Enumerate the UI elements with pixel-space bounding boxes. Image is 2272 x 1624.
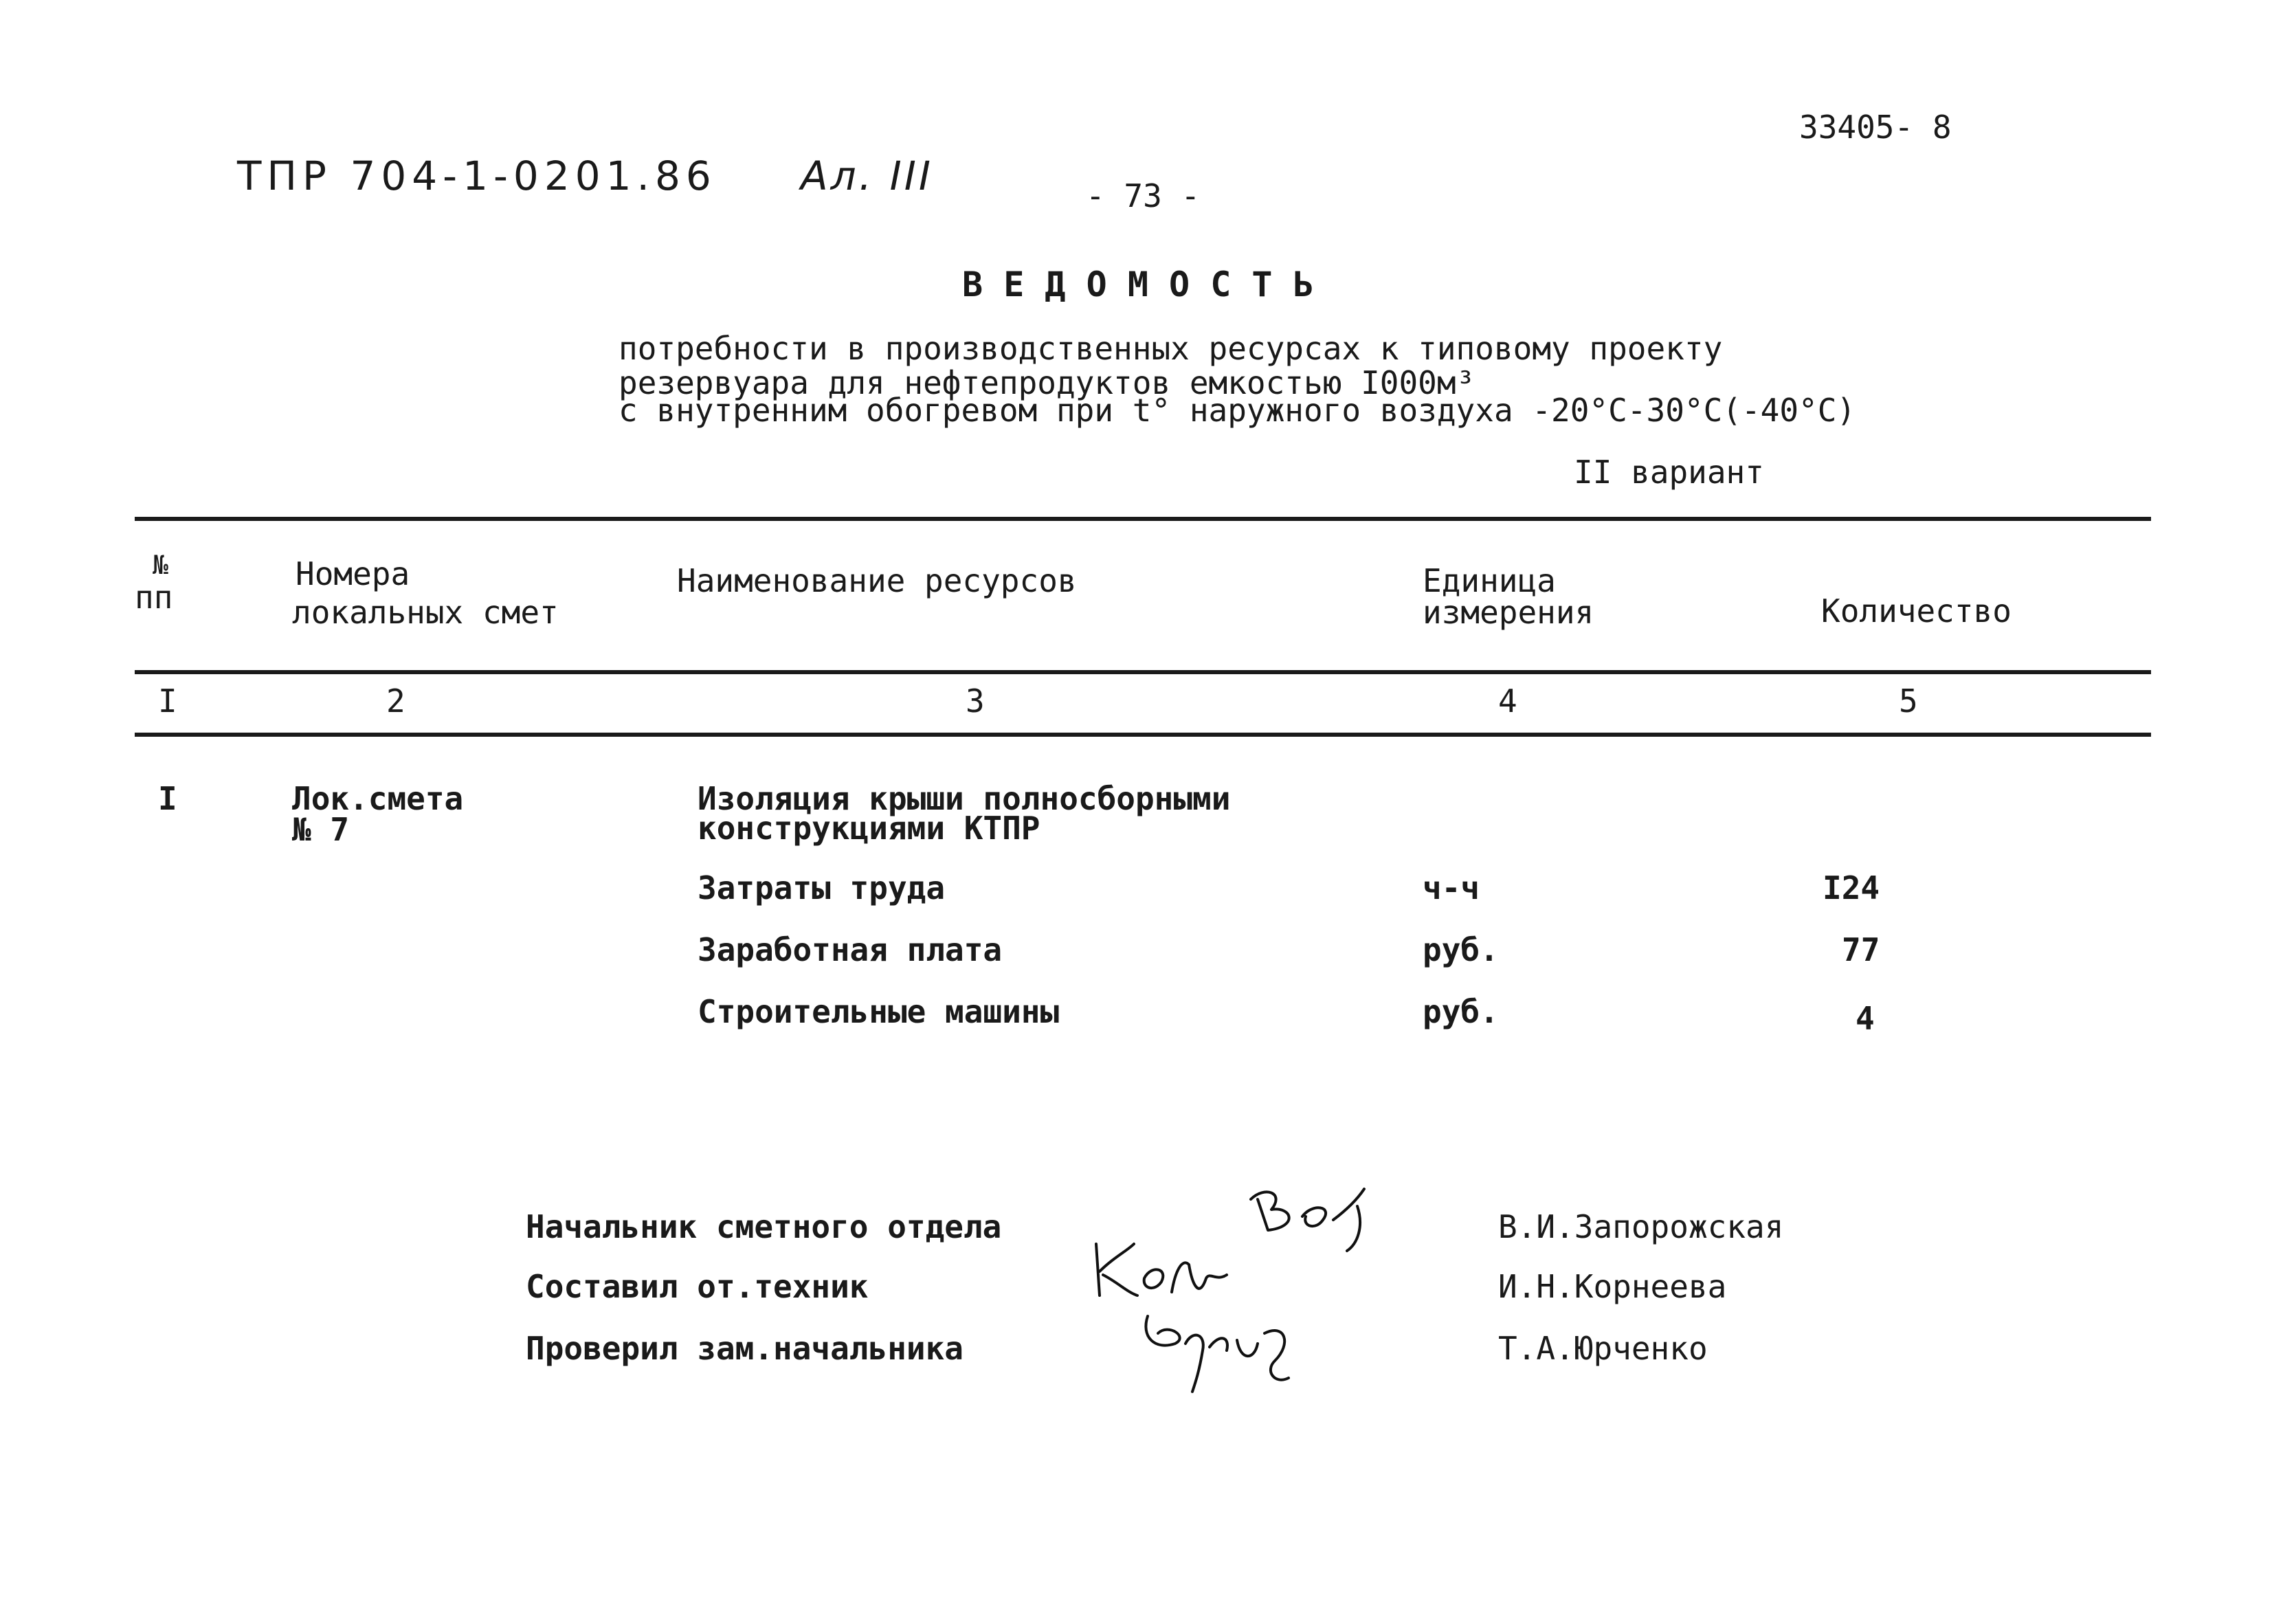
entry-estimate-line1: Лок.смета xyxy=(292,780,464,817)
column-number-5: 5 xyxy=(1899,682,1918,720)
header-estimate-line2: локальных смет xyxy=(292,594,559,631)
header-quantity: Количество xyxy=(1821,592,2012,630)
signature-role-compiler: Составил от.техник xyxy=(526,1268,869,1305)
resource-unit-labor: ч-ч xyxy=(1423,869,1480,906)
table-top-rule xyxy=(135,517,2151,521)
title-line-1: потребности в производственных ресурсах к типовому проекту xyxy=(619,330,1723,367)
signature-name-compiler: И.Н.Корнеева xyxy=(1498,1268,1727,1305)
header-unit-line2: измерения xyxy=(1423,594,1594,631)
page-number: - 73 - xyxy=(1086,177,1201,214)
album-number: Ал. III xyxy=(801,153,933,199)
entry-resource-name-line2: конструкциями КТПР xyxy=(698,810,1040,847)
entry-resource-name-line1: Изоляция крыши полносборными xyxy=(698,780,1231,817)
signature-name-checker: Т.А.Юрченко xyxy=(1498,1330,1708,1367)
column-numbers-bottom-rule xyxy=(135,733,2151,737)
header-estimate-line1: Номера xyxy=(296,555,410,592)
column-number-2: 2 xyxy=(386,682,405,720)
signature-role-head: Начальник сметного отдела xyxy=(526,1208,1002,1245)
resource-qty-machines: 4 xyxy=(1856,1000,1875,1037)
document-title: В Е Д О М О С Т Ь xyxy=(962,265,1314,304)
title-line-2: резервуара для нефтепродуктов емкостью I000м³ xyxy=(619,364,1475,401)
header-num-top: № xyxy=(153,550,168,580)
header-resource-name: Наименование ресурсов xyxy=(677,562,1077,599)
entry-number: I xyxy=(158,780,177,817)
resource-name-wages: Заработная плата xyxy=(698,931,1003,968)
header-bottom-rule xyxy=(135,670,2151,674)
document-number: 33405- 8 xyxy=(1799,109,1952,146)
resource-qty-labor: I24 xyxy=(1823,869,1880,906)
variant-label: II вариант xyxy=(1574,454,1764,491)
header-unit-line1: Единица xyxy=(1423,562,1556,599)
handwritten-signature-head xyxy=(1237,1179,1388,1261)
signature-name-head: В.И.Запорожская xyxy=(1498,1208,1784,1245)
resource-unit-wages: руб. xyxy=(1423,931,1499,968)
title-line-3: с внутренним обогревом при t° наружного воздуха -20°С-30°С(-40°С) xyxy=(619,392,1856,429)
column-number-1: I xyxy=(158,682,177,720)
handwritten-signature-checker xyxy=(1127,1295,1306,1399)
resource-qty-wages: 77 xyxy=(1842,931,1880,968)
resource-name-labor: Затраты труда xyxy=(698,869,946,906)
entry-estimate-line2: № 7 xyxy=(292,811,350,848)
column-number-4: 4 xyxy=(1498,682,1517,720)
project-code: ТПР 704-1-0201.86 xyxy=(237,153,717,199)
resource-unit-machines: руб. xyxy=(1423,993,1499,1030)
header-num-bottom: пп xyxy=(135,579,173,616)
column-number-3: 3 xyxy=(966,682,985,720)
signature-role-checker: Проверил зам.начальника xyxy=(526,1330,964,1367)
resource-name-machines: Строительные машины xyxy=(698,993,1060,1030)
